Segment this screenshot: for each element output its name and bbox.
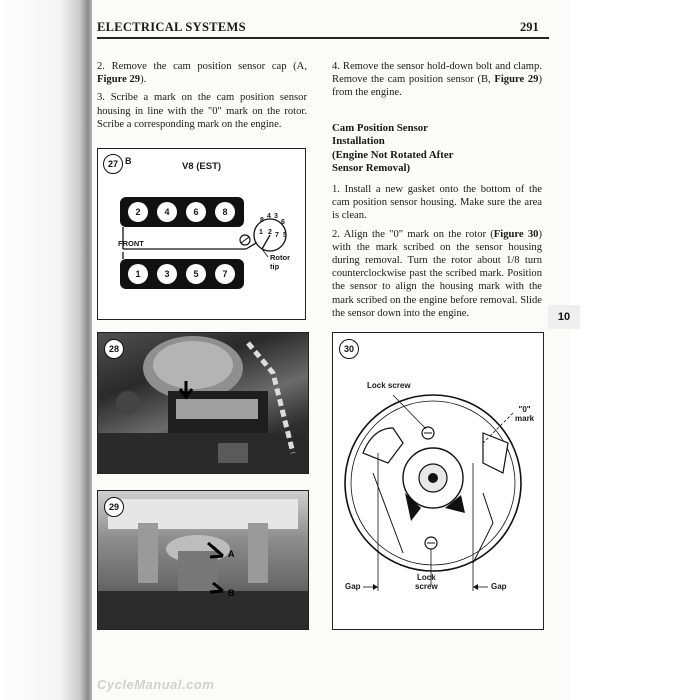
sensor-photo-drawing: [98, 491, 308, 629]
callout-b: B: [228, 588, 235, 598]
step-3-scribe-mark: 3. Scribe a mark on the cam position sensor housing in line with the "0" mark on the rotor. Scribe a corresponding mark on the engine.: [97, 92, 307, 130]
lock-screw-label-bottom: Lock screw: [415, 573, 438, 591]
distributor-number: 1: [259, 229, 263, 236]
install-step-1: 1. Install a new gasket onto the bottom of the cam position sensor housing. Make sure the area is clean.: [332, 184, 542, 222]
distributor-number: 5: [283, 232, 287, 239]
page-number: 291: [520, 20, 539, 34]
firing-order-drawing: [98, 149, 305, 319]
cylinder-3: 3: [157, 264, 177, 284]
figure-29-photo: [97, 490, 309, 630]
installation-heading: Cam Position Sensor Installation (Engine Not Rotated After Sensor Removal): [332, 122, 454, 175]
figure-27-number: 27: [103, 154, 123, 174]
step-2-remove-cap: 2. Remove the cam position sensor cap (A, Figure 29).: [97, 61, 307, 86]
distributor-number: 8: [260, 217, 264, 224]
cylinder-6: 6: [186, 202, 206, 222]
zero-mark-label: "0" mark: [515, 405, 535, 423]
left-column-text: [97, 60, 307, 136]
cylinder-2: 2: [128, 202, 148, 222]
distributor-number: 3: [274, 213, 278, 220]
figure-30-diagram: [332, 332, 544, 630]
front-label: FRONT: [118, 239, 144, 248]
figure-27-diagram: [97, 148, 306, 320]
install-step-2: 2. Align the "0" mark on the rotor (Figure 30) with the mark scribed on the sensor housing during removal. Turn the rotor about 1/8 turn counterclockwise past the scribed mark. Position the sensor to align the housing mark with the mark scribed on the engine before removal. Slide the sensor down into the engine.: [332, 228, 542, 319]
binding-spine: [0, 0, 92, 700]
figure-27-label: B: [125, 156, 132, 166]
figure-28-photo: [97, 332, 309, 474]
cylinder-4: 4: [157, 202, 177, 222]
figure-29-number: 29: [104, 497, 124, 517]
distributor-number: 2: [268, 229, 272, 236]
distributor-number: 7: [275, 232, 279, 239]
figure-27-title: V8 (EST): [181, 161, 222, 172]
right-column-text: [332, 60, 542, 105]
cylinder-5: 5: [186, 264, 206, 284]
cylinder-8: 8: [215, 202, 235, 222]
lock-screw-label-top: Lock screw: [367, 381, 411, 390]
engine-photo-drawing: [98, 333, 308, 473]
installation-steps: [332, 183, 542, 325]
figure-30-number: 30: [339, 339, 359, 359]
header-rule: [97, 37, 549, 39]
right-margin: [570, 0, 700, 700]
cylinder-7: 7: [215, 264, 235, 284]
step-4-remove-sensor: 4. Remove the sensor hold-down bolt and clamp. Remove the cam position sensor (B, Figure 29) from the engine.: [332, 61, 543, 99]
distributor-drawing: [333, 333, 543, 629]
chapter-tab: 10: [548, 305, 580, 329]
cylinder-1: 1: [128, 264, 148, 284]
distributor-number: 4: [267, 213, 271, 220]
watermark-logo: CycleManual.com: [97, 677, 215, 692]
section-title: ELECTRICAL SYSTEMS: [97, 20, 246, 34]
rotor-tip-label: Rotor tip: [270, 253, 290, 271]
gap-label-left: Gap: [345, 582, 361, 591]
figure-28-number: 28: [104, 339, 124, 359]
callout-a: A: [228, 549, 235, 559]
gap-label-right: Gap: [491, 582, 507, 591]
distributor-number: 6: [281, 219, 285, 226]
